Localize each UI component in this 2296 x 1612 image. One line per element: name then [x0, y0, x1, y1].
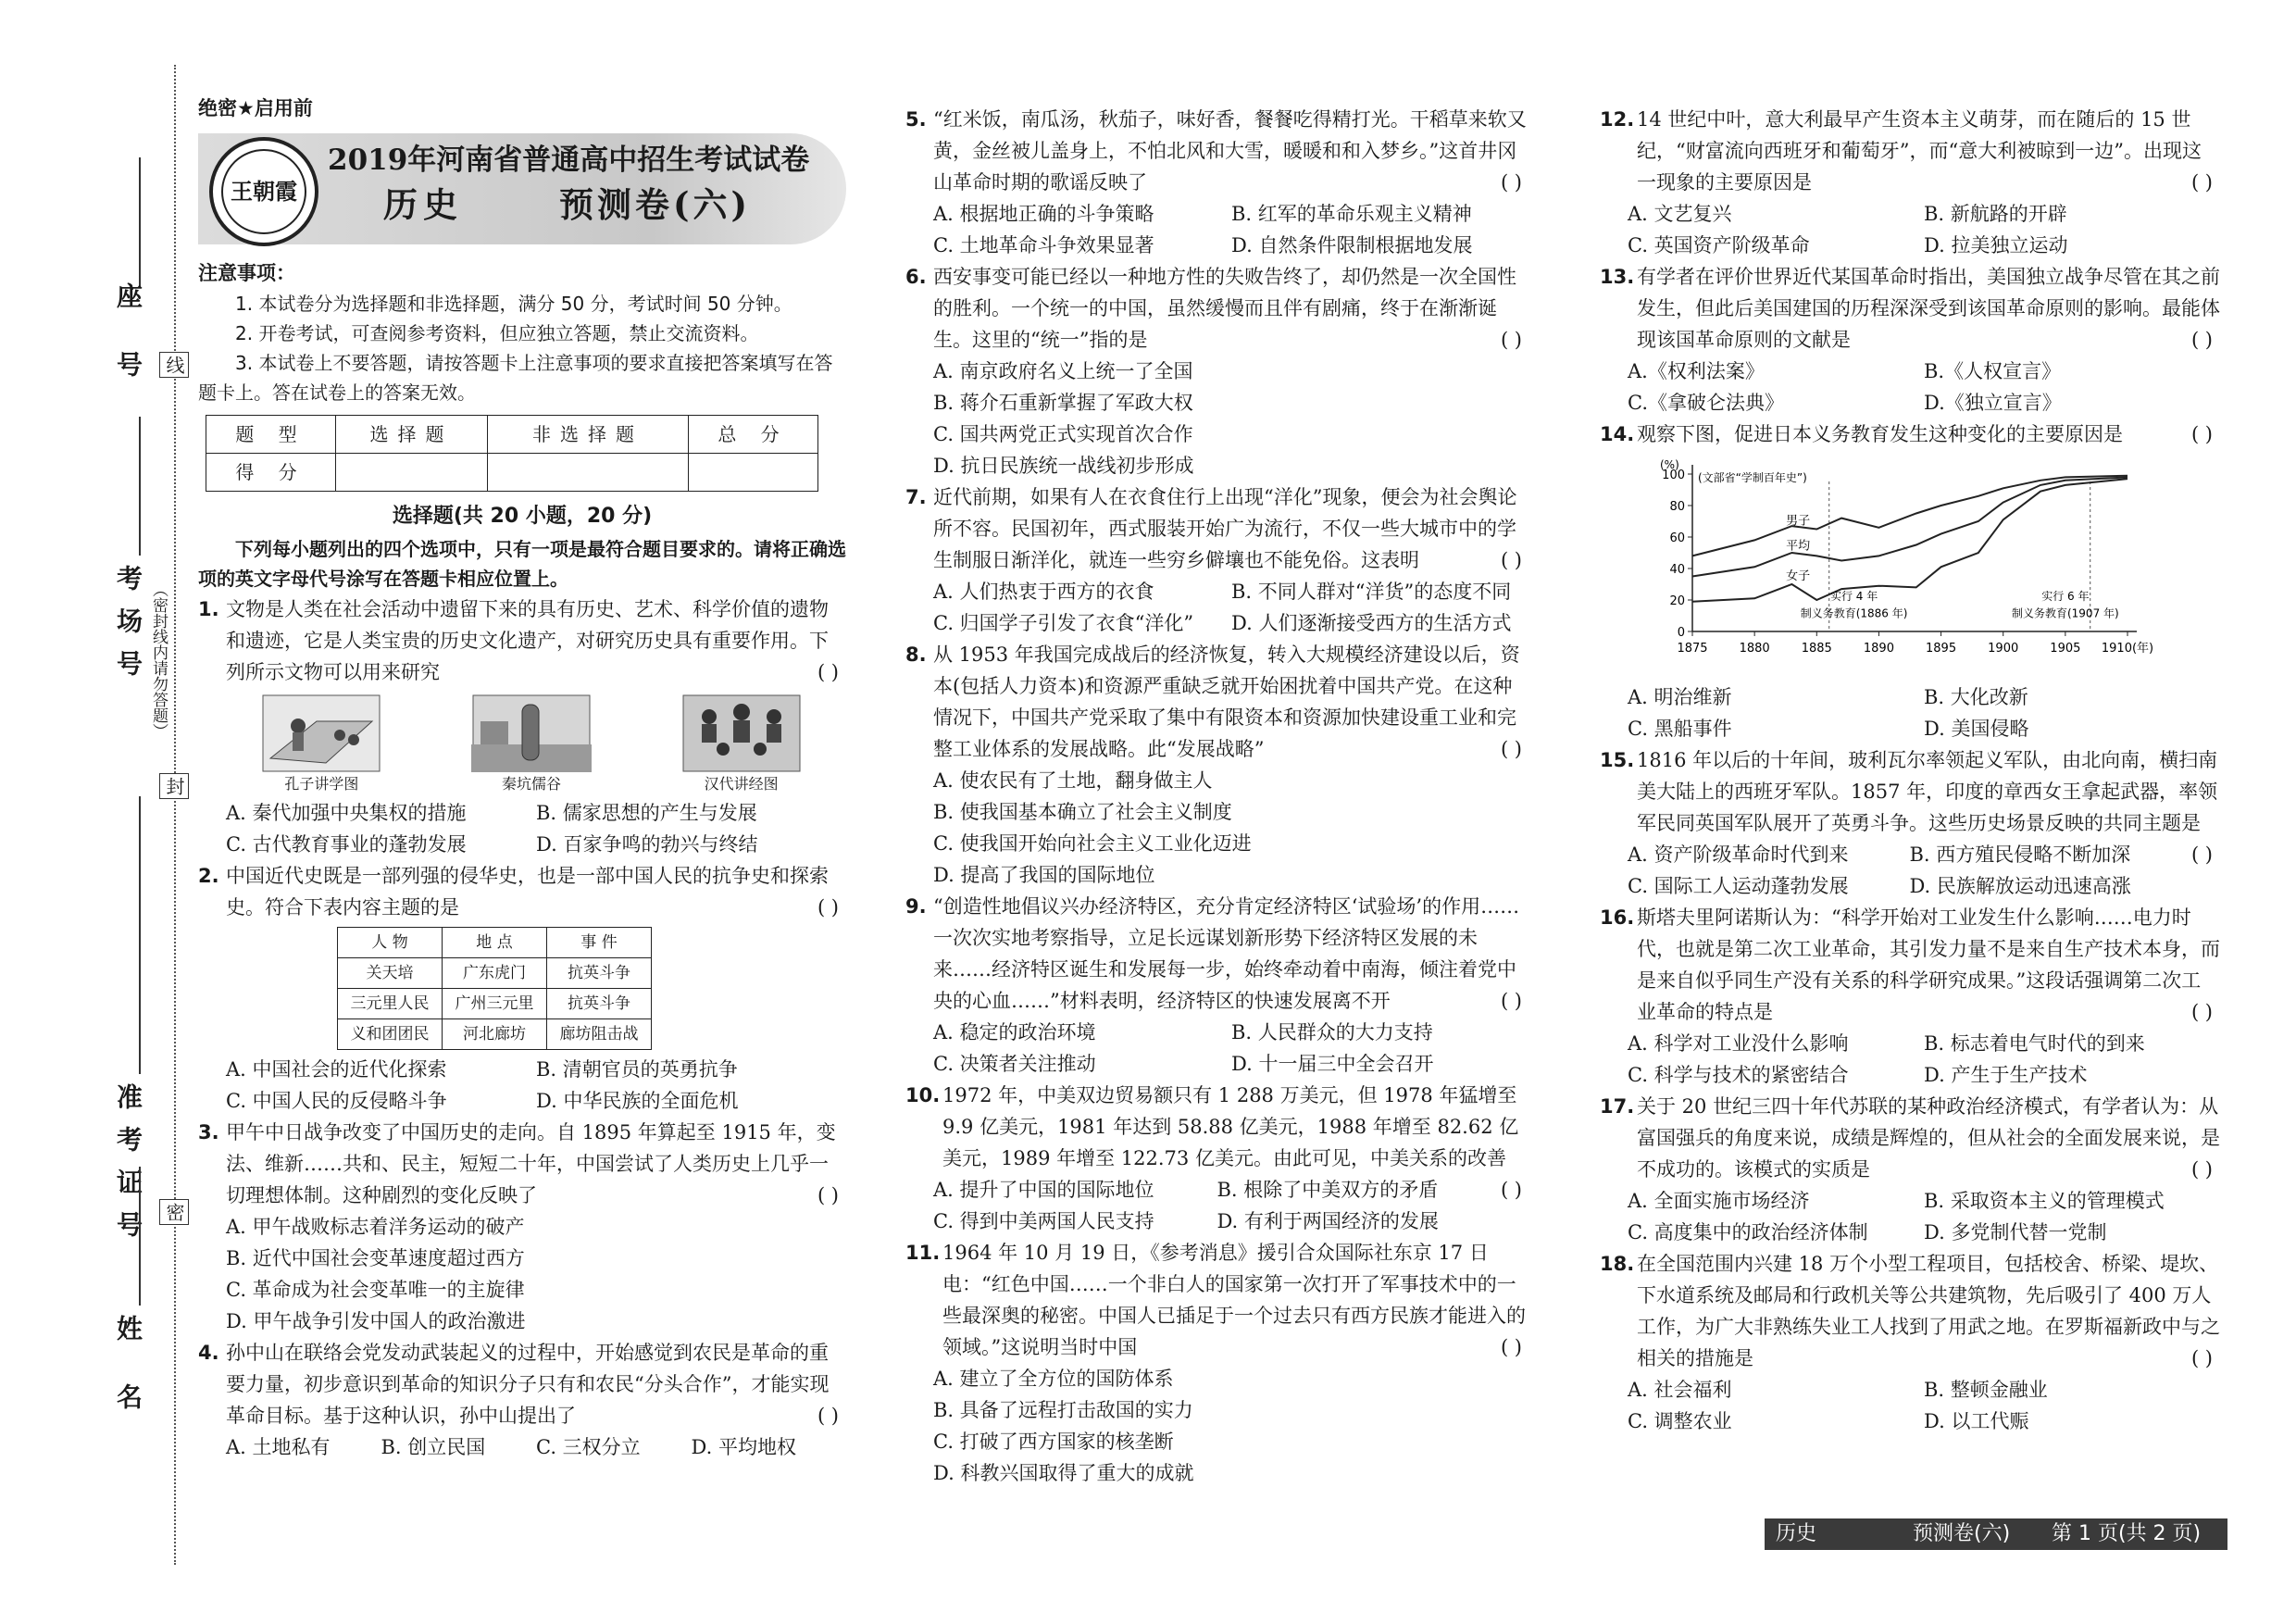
- question-2: [198, 860, 846, 923]
- option-c: C.《拿破仑法典》: [1628, 392, 1784, 414]
- annotation-2: 实行 6 年: [2041, 590, 2090, 603]
- table-cell: 三元里人民: [338, 989, 443, 1019]
- option-c: C. 调整农业: [1628, 1410, 1732, 1432]
- question-7: [905, 481, 1529, 576]
- option-b: B. 红军的革命乐观主义精神: [1231, 203, 1472, 225]
- question-stem: 文物是人类在社会活动中遗留下来的具有历史、艺术、科学价值的遗物和遗迹，它是人类宝贵的历史文化遗产，对研究历史具有重要作用。下列所示文物可以用来研究: [226, 598, 829, 683]
- option-d: D. 多党制代替一党制: [1924, 1221, 2107, 1243]
- x-tick-label: 1905: [2050, 642, 2081, 656]
- logo-text: 王朝霞: [221, 149, 306, 234]
- notice-item-2: 2. 开卷考试，可查阅参考资料，但应独立答题，禁止交流资料。: [235, 322, 759, 344]
- q18-options: [1600, 1374, 2220, 1437]
- option-c: C. 科学与技术的紧密结合: [1628, 1064, 1849, 1086]
- table-cell: 广州三元里: [443, 989, 547, 1019]
- option-c: C. 归国学子引发了衣食“洋化”: [933, 612, 1194, 634]
- x-tick-label: 1900: [1988, 642, 2019, 656]
- y-tick-label: 60: [1669, 531, 1685, 545]
- question-stem: “创造性地倡议兴办经济特区，充分肯定经济特区‘试验场’的作用……一次次实地考察指导，立足长远谋划新形势下经济特区发展的未来……经济特区诞生和发展每一步，始终牵动着中南海，倾注着党中央的心血……”材料表明，经济特区的快速发展离不开: [933, 895, 1520, 1012]
- answer-paren: ( ): [1500, 1336, 1522, 1358]
- option-b: B. 采取资本主义的管理模式: [1924, 1190, 2165, 1212]
- option-c: C. 英国资产阶级革命: [1628, 234, 1810, 256]
- score-head-choice: 选择题: [335, 416, 487, 454]
- q1-options: [198, 797, 846, 860]
- q9-options: [905, 1017, 1529, 1080]
- option-b: B. 具备了远程打击敌国的实力: [933, 1399, 1193, 1421]
- table-cell: 抗英斗争: [547, 958, 652, 989]
- option-b: B. 创立民国: [381, 1436, 486, 1458]
- confucius-teaching-image: [261, 694, 381, 773]
- score-cell: [335, 454, 487, 492]
- q13-options: [1600, 356, 2220, 419]
- x-tick-label: 1895: [1926, 642, 1957, 656]
- option-a: A. 土地私有: [226, 1436, 331, 1458]
- question-6: [905, 261, 1529, 356]
- secret-label: 绝密★启用前: [198, 97, 313, 119]
- option-a: A. 明治维新: [1628, 686, 1732, 708]
- table-cell: 抗英斗争: [547, 989, 652, 1019]
- score-head-type: 题 型: [206, 416, 336, 454]
- answer-paren: ( ): [2190, 423, 2213, 445]
- option-c: C. 决策者关注推动: [933, 1053, 1096, 1075]
- option-a: A. 中国社会的近代化探索: [226, 1058, 447, 1081]
- question-stem: 有学者在评价世界近代某国革命时指出，美国独立战争尽管在其之前发生，但此后美国建国的历程深深受到该国革命原则的影响。最能体现该国革命原则的文献是: [1637, 266, 2220, 351]
- y-tick-label: 100: [1662, 469, 1685, 482]
- option-d: D.《独立宣言》: [1924, 392, 2062, 414]
- option-a: A. 使农民有了土地，翻身做主人: [933, 769, 1213, 792]
- option-d: D. 科教兴国取得了重大的成就: [933, 1462, 1194, 1484]
- option-a: A. 根据地正确的斗争策略: [933, 203, 1154, 225]
- option-c: C. 三权分立: [536, 1436, 641, 1458]
- option-a: A. 甲午战败标志着洋务运动的破产: [226, 1216, 525, 1238]
- option-b: B. 新航路的开辟: [1924, 203, 2067, 225]
- notice-item-3: 3. 本试卷上不要答题，请按答题卡上注意事项的要求直接把答案填写在答题卡上。答在试卷上的答案无效。: [198, 352, 833, 404]
- question-13: [1600, 261, 2220, 356]
- x-tick-label: 1880: [1739, 642, 1770, 656]
- option-d: D. 人们逐渐接受西方的生活方式: [1231, 612, 1512, 634]
- picture-confucius: [261, 694, 381, 795]
- series-line-2: [1692, 477, 2128, 576]
- option-a: A. 建立了全方位的国防体系: [933, 1368, 1174, 1390]
- question-9: [905, 891, 1529, 1017]
- seat-line: [139, 157, 141, 287]
- option-a: A. 稳定的政治环境: [933, 1021, 1096, 1043]
- question-number: 14.: [1600, 423, 1635, 445]
- option-c: C. 革命成为社会变革唯一的主旋律: [226, 1279, 525, 1301]
- notice-item-1: 1. 本试卷分为选择题和非选择题，满分 50 分，考试时间 50 分钟。: [235, 293, 792, 315]
- table-cell: 义和团团民: [338, 1019, 443, 1050]
- paper-title: 预测卷(六): [559, 184, 752, 225]
- question-number: 12.: [1600, 108, 1635, 131]
- q10-options: [905, 1174, 1501, 1237]
- picture-caption: 汉代讲经图: [704, 775, 779, 793]
- table-cell: 关天培: [338, 958, 443, 989]
- option-c: C. 黑船事件: [1628, 718, 1732, 740]
- question-number: 5.: [905, 108, 927, 131]
- question-number: 13.: [1600, 266, 1635, 288]
- option-d: D. 拉美独立运动: [1924, 234, 2068, 256]
- option-b: B. 不同人群对“洋货”的态度不同: [1231, 581, 1512, 603]
- option-c: C. 国际工人运动蓬勃发展: [1628, 875, 1849, 897]
- option-c: C. 使我国开始向社会主义工业化迈进: [933, 832, 1252, 855]
- answer-paren: ( ): [817, 1405, 839, 1427]
- option-c: C. 古代教育事业的蓬勃发展: [226, 833, 467, 856]
- option-a: A. 提升了中国的国际地位: [933, 1179, 1154, 1201]
- annotation-2b: 制义务教育(1907 年): [2011, 606, 2119, 620]
- answer-paren: ( ): [817, 661, 839, 683]
- option-d: D. 甲午战争引发中国人的政治激进: [226, 1310, 526, 1332]
- option-a: A. 科学对工业没什么影响: [1628, 1032, 1849, 1055]
- question-number: 8.: [905, 644, 927, 666]
- question-number: 15.: [1600, 749, 1635, 771]
- answer-paren: ( ): [2190, 171, 2213, 194]
- picture-caption: 秦坑儒谷: [501, 775, 561, 793]
- q7-options: [905, 576, 1529, 639]
- y-axis-label: (%): [1660, 458, 1679, 471]
- answer-paren: ( ): [1500, 549, 1522, 571]
- exam-title: 2019年河南省普通高中招生考试试卷: [328, 144, 810, 177]
- table-head: 人 物: [338, 928, 443, 958]
- question-11: [905, 1237, 1529, 1363]
- table-head: 事 件: [547, 928, 652, 958]
- picture-caption: 孔子讲学图: [284, 775, 359, 793]
- option-b: B. 蒋介石重新掌握了军政大权: [933, 392, 1193, 414]
- option-d: D. 自然条件限制根据地发展: [1231, 234, 1473, 256]
- question-stem: 关于 20 世纪三四十年代苏联的某种政治经济模式，有学者认为：从富国强兵的角度来说，成绩是辉煌的，但从社会的全面发展来说，是不成功的。该模式的实质是: [1637, 1095, 2220, 1181]
- column-2: [905, 104, 1529, 1489]
- question-number: 17.: [1600, 1095, 1635, 1118]
- question-number: 6.: [905, 266, 927, 288]
- section-title: 选择题(共 20 小题，20 分): [392, 505, 653, 528]
- answer-paren: ( ): [1500, 990, 1522, 1012]
- answer-paren: ( ): [1500, 171, 1522, 194]
- answer-paren: ( ): [1500, 738, 1522, 760]
- series-label: 平均: [1786, 539, 1811, 554]
- y-tick-label: 40: [1669, 563, 1685, 577]
- seal-mark-secret: 密: [159, 1199, 189, 1225]
- q2-table: [337, 927, 652, 1050]
- score-cell: [689, 454, 818, 492]
- seal-dotted-line: [174, 65, 176, 1565]
- option-c: C. 国共两党正式实现首次合作: [933, 423, 1193, 445]
- question-stem: 斯塔夫里阿诺斯认为：“科学开始对工业发生什么影响……电力时代，也就是第二次工业革命，其引发力量不是来自生产技术本身，而是来自似乎同生产没有关系的科学研究成果。”这段话强调第二次工业革命的特点是: [1637, 906, 2220, 1023]
- table-cell: 廊坊阻击战: [547, 1019, 652, 1050]
- score-head-nonchoice: 非选择题: [488, 416, 689, 454]
- question-stem: “红米饭，南瓜汤，秋茄子，味好香，餐餐吃得精打光。干稻草来软又黄，金丝被儿盖身上，不怕北风和大雪，暖暖和和入梦乡。”这首井冈山革命时期的歌谣反映了: [933, 108, 1527, 194]
- q4-options: [198, 1431, 846, 1463]
- name-label: 姓 名: [113, 1315, 144, 1426]
- answer-paren: ( ): [1500, 1179, 1522, 1201]
- answer-paren: ( ): [1500, 329, 1522, 351]
- q2-options: [198, 1054, 846, 1117]
- option-b: B. 西方殖民侵略不断加深: [1909, 843, 2131, 866]
- footer-paper: 预测卷(六): [1913, 1522, 2011, 1545]
- series-label: 男子: [1786, 514, 1811, 529]
- question-number: 1.: [198, 598, 219, 620]
- q14-chart: [1637, 456, 2220, 678]
- option-a: A. 资产阶级革命时代到来: [1628, 843, 1849, 866]
- question-12: [1600, 104, 2220, 198]
- option-a: A. 社会福利: [1628, 1379, 1732, 1401]
- question-14: [1600, 419, 2220, 450]
- answer-paren: ( ): [2190, 1158, 2213, 1181]
- seal-mark-line: 线: [159, 352, 189, 378]
- option-a: A. 秦代加强中央集权的措施: [226, 802, 467, 824]
- option-a: A. 文艺复兴: [1628, 203, 1732, 225]
- x-tick-label: 1885: [1801, 642, 1832, 656]
- option-d: D. 美国侵略: [1924, 718, 2029, 740]
- ticket-label: 准考证号: [113, 1083, 144, 1254]
- series-label: 女子: [1786, 569, 1811, 583]
- q14-options: [1600, 681, 2220, 744]
- option-b: B. 根除了中美双方的矛盾: [1217, 1179, 1439, 1201]
- footer-subject: 历史: [1776, 1522, 1817, 1545]
- question-stem: 甲午中日战争改变了中国历史的走向。自 1895 年算起至 1915 年，变法、维新……共和、民主，短短二十年，中国尝试了人类历史上几乎一切理想体制。这种剧烈的变化反映了: [226, 1121, 836, 1206]
- question-16: [1600, 902, 2220, 1028]
- answer-paren: ( ): [817, 896, 839, 918]
- question-stem: 中国近代史既是一部列强的侵华史，也是一部中国人民的抗争史和探索史。符合下表内容主题的是: [226, 865, 829, 918]
- seat-label: 座 号: [113, 282, 144, 394]
- option-b: B. 标志着电气时代的到来: [1924, 1032, 2145, 1055]
- question-stem: 14 世纪中叶，意大利最早产生资本主义萌芽，而在随后的 15 世纪，“财富流向西班牙和葡萄牙”，而“意大利被晾到一边”。出现这一现象的主要原因是: [1637, 108, 2202, 194]
- option-d: D. 百家争鸣的勃兴与终结: [536, 833, 758, 856]
- answer-paren: ( ): [2190, 843, 2213, 866]
- option-a: A. 南京政府名义上统一了全国: [933, 360, 1193, 382]
- option-b: B. 儒家思想的产生与发展: [536, 802, 757, 824]
- qin-valley-image: [471, 694, 592, 773]
- option-a: A.《权利法案》: [1628, 360, 1765, 382]
- option-b: B.《人权宣言》: [1924, 360, 2062, 382]
- question-stem: 1964 年 10 月 19 日，《参考消息》援引合众国际社东京 17 日电：“红色中国……一个非白人的国家第一次打开了军事技术中的一些最深奥的秘密。中国人已插足于一个过去只有西方民族才能进入的领域。”这说明当时中国: [942, 1242, 1526, 1358]
- option-b: B. 人民群众的大力支持: [1231, 1021, 1433, 1043]
- question-5: [905, 104, 1529, 198]
- option-d: D. 有利于两国经济的发展: [1217, 1210, 1439, 1232]
- seal-mark-seal: 封: [159, 773, 189, 799]
- answer-paren: ( ): [2190, 1347, 2213, 1369]
- option-c: C. 打破了西方国家的核垄断: [933, 1431, 1174, 1453]
- option-b: B. 整顿金融业: [1924, 1379, 2048, 1401]
- option-b: B. 近代中国社会变革速度超过西方: [226, 1247, 525, 1269]
- notice-heading: 注意事项：: [198, 262, 295, 284]
- option-d: D. 产生于生产技术: [1924, 1064, 2088, 1086]
- series-line-1: [1692, 476, 2128, 556]
- x-tick-label: 1875: [1677, 642, 1708, 656]
- publisher-logo: [209, 137, 318, 246]
- answer-paren: ( ): [2190, 1001, 2213, 1023]
- question-number: 10.: [905, 1084, 941, 1106]
- x-tick-label: 1890: [1863, 642, 1894, 656]
- option-d: D. 平均地权: [691, 1436, 796, 1458]
- question-3: [198, 1117, 846, 1211]
- q15-options: [1600, 839, 2191, 902]
- question-number: 2.: [198, 865, 219, 887]
- picture-qin: [471, 694, 592, 795]
- question-stem: 1972 年，中美双边贸易额只有 1 288 万美元，但 1978 年猛增至 9.9 亿美元，1981 年达到 58.88 亿美元，1988 年增至 82.62 亿美元，1989 年增至 122.73 亿美元。由此可见，中美关系的改善: [942, 1084, 1519, 1169]
- section-desc: 下列每小题列出的四个选项中，只有一项是最符合题目要求的。请将正确选项的英文字母代号涂写在答题卡相应位置上。: [198, 538, 846, 590]
- footer-page: 第 1 页(共 2 页): [2052, 1522, 2202, 1545]
- option-d: D. 中华民族的全面危机: [536, 1090, 739, 1112]
- room-line: [139, 417, 141, 556]
- score-head-total: 总 分: [689, 416, 818, 454]
- question-17: [1600, 1091, 2220, 1185]
- option-b: B. 使我国基本确立了社会主义制度: [933, 801, 1232, 823]
- option-d: D. 民族解放运动迅速高涨: [1909, 875, 2131, 897]
- title-banner: [198, 133, 846, 244]
- question-number: 11.: [905, 1242, 941, 1264]
- y-tick-label: 80: [1669, 500, 1685, 514]
- column-3: [1600, 104, 2220, 1437]
- chart-source-note: (文部省“学制百年史”): [1698, 471, 1807, 484]
- option-c: C. 土地革命斗争效果显著: [933, 234, 1154, 256]
- question-stem: 观察下图，促进日本义务教育发生这种变化的主要原因是: [1637, 423, 2123, 445]
- question-stem: 近代前期，如果有人在衣食住行上出现“洋化”现象，便会为社会舆论所不容。民国初年，西式服装开始广为流行，不仅一些大城市中的学生制服日渐洋化，就连一些穷乡僻壤也不能免俗。这表明: [933, 486, 1517, 571]
- option-c: C. 高度集中的政治经济体制: [1628, 1221, 1868, 1243]
- q1-pictures: [217, 694, 846, 795]
- han-lecture-image: [681, 694, 802, 773]
- question-number: 4.: [198, 1342, 219, 1364]
- question-stem: 孙中山在联络会党发动武装起义的过程中，开始感觉到农民是革命的重要力量，初步意识到革命的知识分子只有和农民“分头合作”，才能实现革命目标。基于这种认识，孙中山提出了: [226, 1342, 830, 1427]
- score-row-label: 得 分: [206, 454, 336, 492]
- annotation-1: 实行 4 年: [1829, 590, 1878, 603]
- score-table: [206, 415, 818, 492]
- table-cell: 河北廊坊: [443, 1019, 547, 1050]
- question-number: 3.: [198, 1121, 219, 1143]
- table-head: 地 点: [443, 928, 547, 958]
- option-c: C. 得到中美两国人民支持: [933, 1210, 1154, 1232]
- question-number: 7.: [905, 486, 927, 508]
- table-cell: 广东虎门: [443, 958, 547, 989]
- score-cell: [488, 454, 689, 492]
- room-label: 考场号: [113, 565, 144, 693]
- question-number: 16.: [1600, 906, 1635, 929]
- option-b: B. 清朝官员的英勇抗争: [536, 1058, 738, 1081]
- y-tick-label: 0: [1677, 626, 1685, 640]
- option-d: D. 提高了我国的国际地位: [933, 864, 1155, 886]
- binding-margin: [0, 0, 185, 1612]
- y-tick-label: 20: [1669, 594, 1685, 608]
- question-number: 9.: [905, 895, 927, 918]
- question-stem: 1816 年以后的十年间，玻利瓦尔率领起义军队，由北向南，横扫南美大陆上的西班牙军队。1857 年，印度的章西女王拿起武器，率领军民同英国军队展开了英勇斗争。这些历史场景反映的共同主题是: [1637, 749, 2218, 834]
- annotation-1b: 制义务教育(1886 年): [1800, 606, 1908, 620]
- question-4: [198, 1337, 846, 1431]
- page-footer: [1765, 1518, 2227, 1550]
- question-18: [1600, 1248, 2220, 1374]
- question-stem: 在全国范围内兴建 18 万个小型工程项目，包括校舍、桥梁、堤坎、下水道系统及邮局和行政机关等公共建筑物，先后吸引了 400 万人工作，为广大非熟练失业工人找到了用武之地。在罗斯福新政中与之相关的措施是: [1637, 1253, 2220, 1369]
- option-d: D. 以工代赈: [1924, 1410, 2029, 1432]
- question-number: 18.: [1600, 1253, 1635, 1275]
- x-tick-label: 1910(年): [2101, 642, 2154, 656]
- question-stem: 从 1953 年我国完成战后的经济恢复，转入大规模经济建设以后，资本(包括人力资本)和资源严重缺乏就开始困扰着中国共产党。在这种情况下，中国共产党采取了集中有限资本和资源加快建设重工业和完整工业体系的发展战略。此“发展战略”: [933, 644, 1520, 760]
- question-stem: 西安事变可能已经以一种地方性的失败告终了，却仍然是一次全国性的胜利。一个统一的中国，虽然缓慢而且伴有剧痛，终于在渐渐诞生。这里的“统一”指的是: [933, 266, 1516, 351]
- picture-han: [681, 694, 802, 795]
- question-8: [905, 639, 1529, 765]
- q5-options: [905, 198, 1529, 261]
- seal-note: （密封线内请勿答题）: [149, 581, 168, 739]
- option-a: A. 人们热衷于西方的衣食: [933, 581, 1154, 603]
- series-line-3: [1692, 479, 2128, 602]
- answer-paren: ( ): [817, 1184, 839, 1206]
- q16-options: [1600, 1028, 2220, 1091]
- education-rate-chart: [1637, 456, 2155, 669]
- q12-options: [1600, 198, 2220, 261]
- question-1: [198, 594, 846, 688]
- option-d: D. 十一届三中全会召开: [1231, 1053, 1434, 1075]
- name-line: [139, 1167, 141, 1306]
- option-a: A. 全面实施市场经济: [1628, 1190, 1810, 1212]
- subject-title: 历史: [383, 184, 463, 225]
- option-b: B. 大化改新: [1924, 686, 2028, 708]
- q17-options: [1600, 1185, 2220, 1248]
- option-c: C. 中国人民的反侵略斗争: [226, 1090, 447, 1112]
- ticket-line: [139, 796, 141, 1074]
- answer-paren: ( ): [2190, 329, 2213, 351]
- option-d: D. 抗日民族统一战线初步形成: [933, 455, 1194, 477]
- column-1: [198, 93, 846, 1463]
